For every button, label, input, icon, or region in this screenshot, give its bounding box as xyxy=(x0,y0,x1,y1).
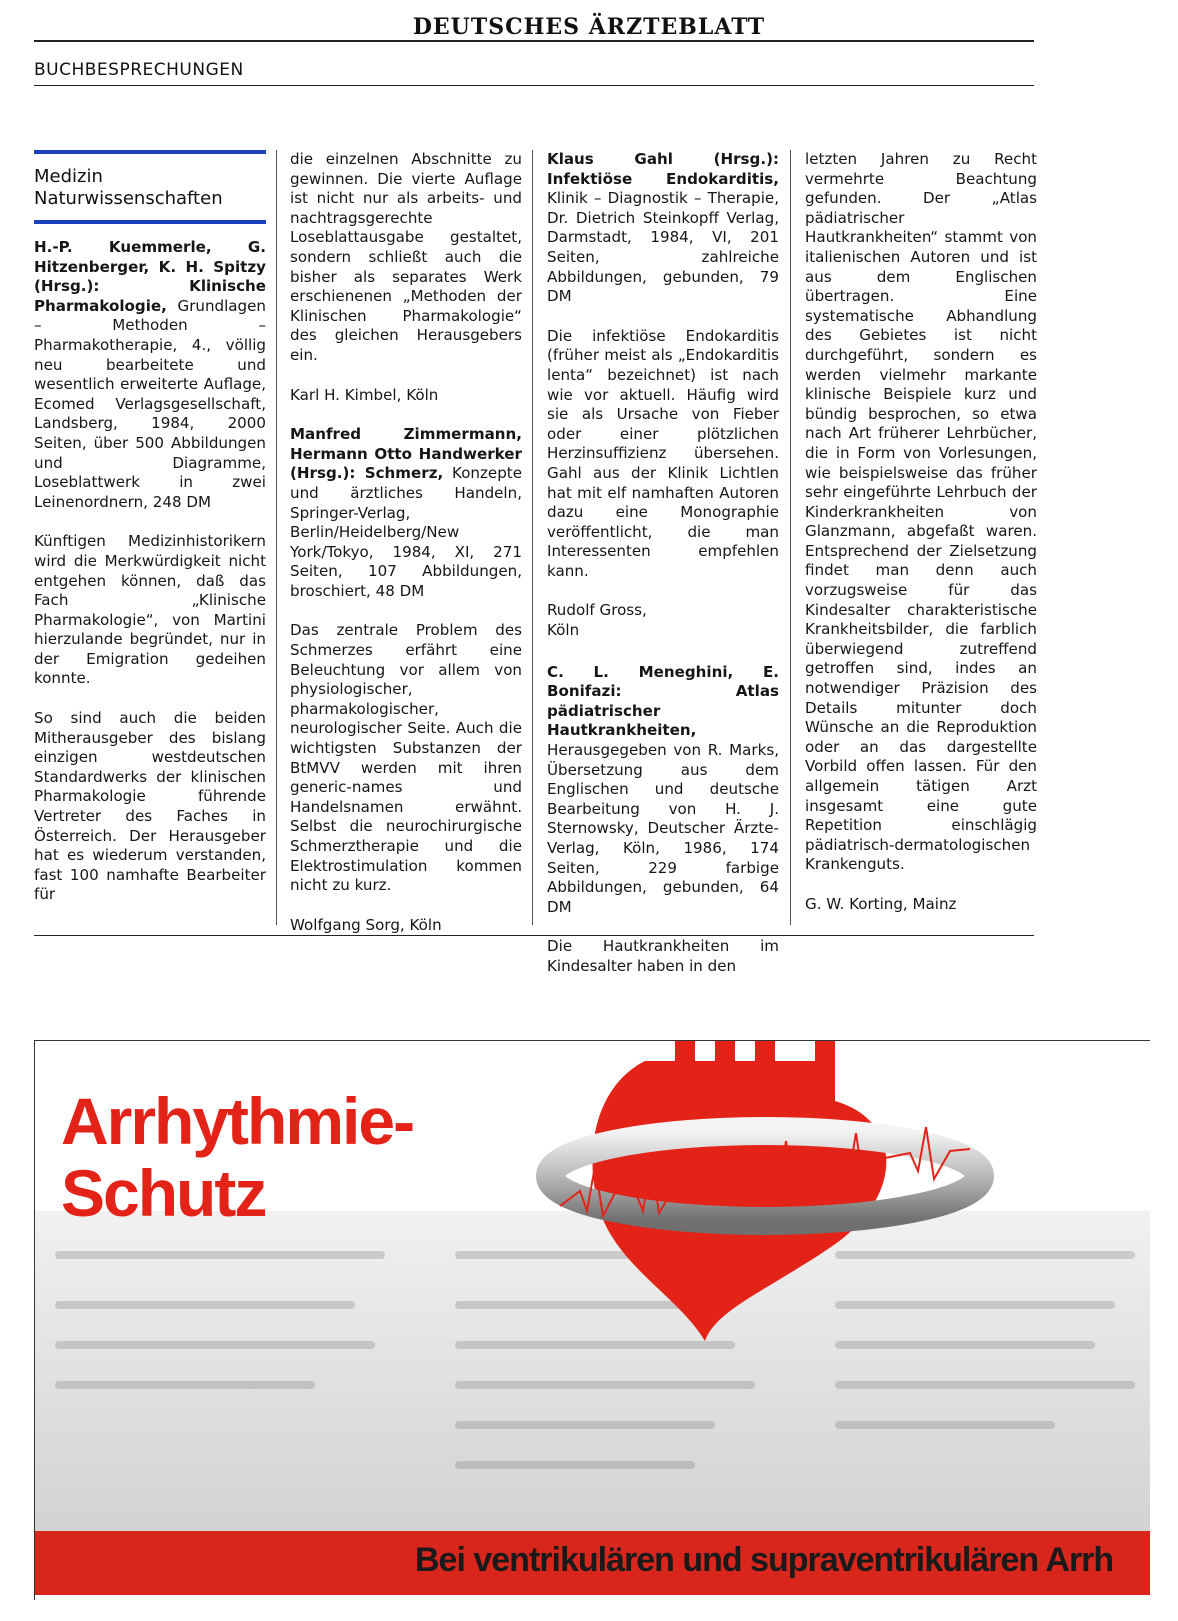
review-1-author: Karl H. Kimbel, Köln xyxy=(290,385,439,404)
review-4-citation xyxy=(547,663,779,918)
column-4 xyxy=(805,150,1037,925)
ad-banner xyxy=(35,1531,1150,1595)
review-2-author: Wolfgang Sorg, Köln xyxy=(290,915,442,934)
masthead: DEUTSCHES ÄRZTEBLATT xyxy=(412,14,766,40)
masthead-rule xyxy=(34,40,1034,42)
category-label xyxy=(34,154,266,220)
review-3-author-name: Rudolf Gross, xyxy=(547,601,647,620)
review-2-citation xyxy=(290,425,522,601)
ad-banner-text: Bei ventrikulären und supraventrikulären Arrh xyxy=(415,1541,1114,1579)
column-divider xyxy=(790,150,791,925)
review-3-author-city: Köln xyxy=(547,621,580,640)
review-1-paragraph-1: Künftigen Medizinhistorikern wird die Merkwürdigkeit nicht entgehen können, daß das Fach „Klinische Pharmakologie“, von Martini hierzulande begründet, nur in der Emigration gedeihen konnte. xyxy=(34,532,266,688)
review-3-title: Klaus Gahl (Hrsg.): Infektiöse Endokarditis, xyxy=(547,150,779,188)
ad-headline-line-2: Schutz xyxy=(61,1156,266,1230)
article-bottom-rule xyxy=(34,935,1034,936)
column-divider xyxy=(276,150,277,925)
review-1-paragraph-3: die einzelnen Abschnitte zu gewinnen. Die vierte Auflage ist nicht nur als arbeits- und nachtragsgerechte Loseblattausgabe gestaltet, sondern schließt auch die bisher als separates Werk erschienenen „Methoden der Klinischen Pharmakologie“ des gleichen Herausgebers ein. xyxy=(290,150,522,364)
review-1-paragraph-2: So sind auch die beiden Mitherausgeber des bislang einzigen westdeutschen Standardwerks der klinischen Pharmakologie führende Vertreter des Faches in Österreich. Der Herausgeber hat es wiederum verstanden, fast 100 namhafte Bearbeiter für xyxy=(34,709,266,904)
heart-ecg-ring-illustration xyxy=(525,1041,1025,1341)
review-2-details: Konzepte und ärztliches Handeln, Springer-Verlag, Berlin/Heidelberg/New York/Tokyo, 1984, XI, 271 Seiten, 107 Abbildungen, broschiert, 48 DM xyxy=(290,464,522,600)
column-2 xyxy=(290,150,522,945)
review-3-paragraph-1: Die infektiöse Endokarditis (früher meist als „Endokarditis lenta“ bezeichnet) ist nach wie vor aktuell. Häufig wird sie als Ursache von Fieber oder einer plötzlichen Herzinsuffizienz übersehen. Gahl aus der Klinik Lichtlen hat mit elf namhaften Autoren dazu eine Monographie veröffentlicht, die man Interessenten empfehlen kann. xyxy=(547,326,779,580)
review-3-details: Klinik – Diagnostik – Therapie, Dr. Dietrich Steinkopff Verlag, Darmstadt, 1984, VI, 201 Seiten, zahlreiche Abbildungen, gebunden, 79 DM xyxy=(547,189,779,306)
review-1-citation xyxy=(34,238,266,512)
review-4-author: G. W. Korting, Mainz xyxy=(805,894,957,913)
ad-headline-line-1: Arrhythmie- xyxy=(61,1084,414,1158)
category-bar-bottom xyxy=(34,220,266,224)
advertisement xyxy=(34,1040,1150,1600)
category-line-1: Medizin xyxy=(34,166,103,187)
review-4-paragraph-2: letzten Jahren zu Recht vermehrte Beachtung gefunden. Der „Atlas pädiatrischer Hautkrankheiten“ stammt von italienischen Autoren und ist aus dem Englischen übertragen. Eine systematische Abhandlung des Gebietes ist nicht durchgeführt, sondern es werden vielmehr markante klinische Beispiele kurz und bündig besprochen, so etwa nach Art früherer Lehrbücher, die in Form von Vorlesungen, wie beispielsweise das früher sehr eingeführte Lehrbuch der Kinderkrankheiten von Glanzmann, abgefaßt waren. Entsprechend der Zielsetzung findet man denn auch vorzugsweise für das Kindesalter charakteristische Krankheitsbilder, die farblich überwiegend zutreffend getroffen sind, indes an notwendiger Präzision des Details mitunter doch Wünsche an die Reproduktion oder an das dargestellte Vorbild offen lassen. Für den allgemein tätigen Arzt insgesamt eine gute Repetition einschlägig pädiatrisch-dermatologischen Krankenguts. xyxy=(805,150,1037,874)
review-4-title: C. L. Meneghini, E. Bonifazi: Atlas pädiatrischer Hautkrankheiten, xyxy=(547,662,779,740)
review-1-title: H.-P. Kuemmerle, G. Hitzenberger, K. H. Spitzy (Hrsg.): Klinische Pharmakologie, xyxy=(34,238,266,315)
section-heading: BUCHBESPRECHUNGEN xyxy=(34,60,244,80)
column-divider xyxy=(532,150,533,925)
review-1-details: Grundlagen – Methoden – Pharmakotherapie, 4., völlig neu bearbeitete und wesentlich erweiterte Auflage, Ecomed Verlagsgesellschaft, Landsberg, 1984, 2000 Seiten, über 500 Abbildungen und Diagramme, Loseblattwerk in zwei Leinenordnern, 248 DM xyxy=(34,296,266,511)
category-line-2: Naturwissenschaften xyxy=(34,188,223,209)
column-3 xyxy=(547,150,779,997)
section-rule xyxy=(34,85,1034,86)
review-3-citation xyxy=(547,150,779,307)
review-4-details: Herausgegeben von R. Marks, Übersetzung aus dem Englischen und deutsche Bearbeitung von H. J. Sternowsky, Deutscher Ärzte-Verlag, Köln, 1986, 174 Seiten, 229 farbige Abbildungen, gebunden, 64 DM xyxy=(547,741,779,916)
ad-headline xyxy=(61,1085,413,1229)
review-2-title: Manfred Zimmermann, Hermann Otto Handwerker (Hrsg.): Schmerz, xyxy=(290,425,522,483)
column-1 xyxy=(34,150,266,925)
review-2-paragraph-1: Das zentrale Problem des Schmerzes erfährt eine Beleuchtung vor allem von physiologischer, pharmakologischer, neurologischer Seite. Auch die wichtigsten Substanzen der BtMVV werden mit ihren generic-names und Handelsnamen erwähnt. Selbst die neurochirurgische Schmerztherapie und die Elektrostimulation kommen nicht zu kurz. xyxy=(290,621,522,895)
review-4-paragraph-1: Die Hautkrankheiten im Kindesalter haben in den xyxy=(547,937,779,975)
